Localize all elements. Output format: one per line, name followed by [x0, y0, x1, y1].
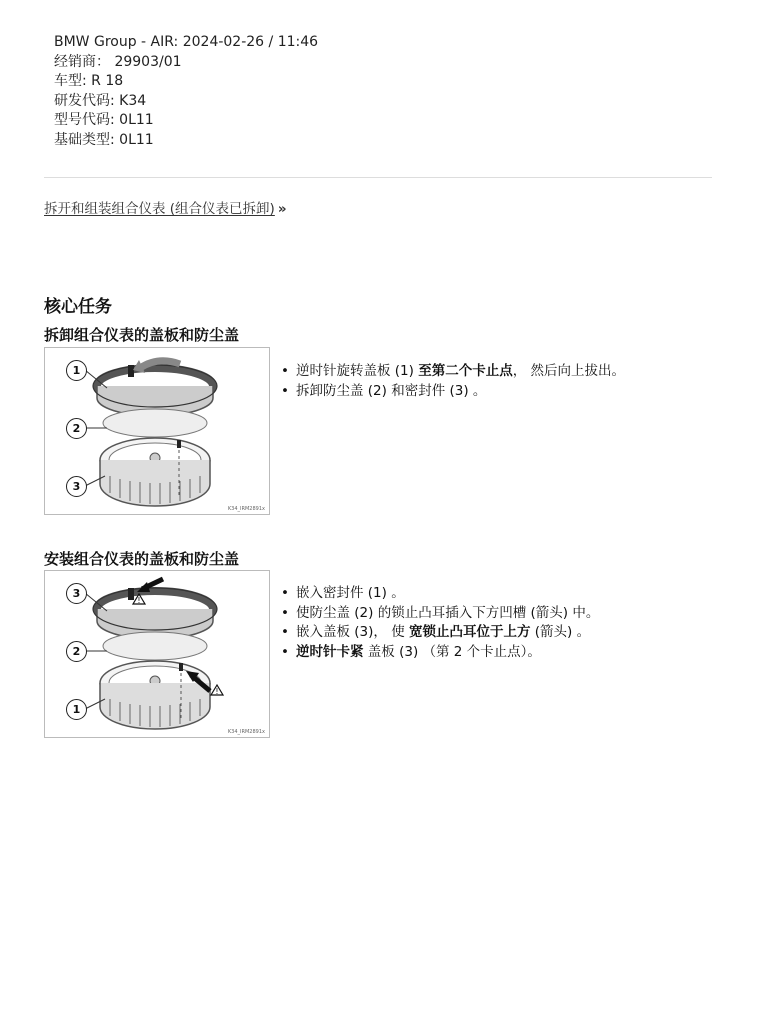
- svg-text:!: !: [215, 687, 219, 696]
- section-heading-install: 安装组合仪表的盖板和防尘盖: [44, 550, 240, 568]
- dealer-line: 经销商： 29903/01: [54, 53, 182, 70]
- figure-code: K34_IRM2891x: [227, 506, 265, 512]
- list-item: • 使防尘盖 (2) 的锁止凸耳插入下方凹槽 (箭头) 中。: [279, 604, 599, 624]
- model-line: 车型: R 18: [54, 73, 124, 89]
- list-item: • 拆卸防尘盖 (2) 和密封件 (3) 。: [279, 382, 625, 402]
- callout-3: 3: [66, 476, 87, 497]
- breadcrumb-link[interactable]: 拆开和组装组合仪表 (组合仪表已拆卸): [44, 201, 275, 217]
- callout-2: 2: [66, 641, 87, 662]
- install-steps-list: [279, 584, 599, 662]
- list-item: • 嵌入密封件 (1) 。: [279, 584, 599, 604]
- section-heading-remove: 拆卸组合仪表的盖板和防尘盖: [44, 326, 240, 344]
- list-item: • 嵌入盖板 (3)， 使 宽锁止凸耳位于上方 (箭头) 。: [279, 623, 599, 643]
- header-divider: [44, 177, 712, 178]
- figure-install-cover: [44, 570, 270, 738]
- breadcrumb-arrow: »: [277, 201, 287, 217]
- figure-code: K34_IRM2891x: [227, 729, 265, 735]
- svg-text:!: !: [137, 596, 141, 605]
- type-code-line: 型号代码: 0L11: [54, 112, 154, 128]
- breadcrumb: [44, 197, 287, 217]
- list-item: • 逆时针卡紧 盖板 (3) （第 2 个卡止点）。: [279, 643, 599, 663]
- air-timestamp-line: BMW Group - AIR: 2024-02-26 / 11:46: [54, 34, 319, 50]
- list-item: • 逆时针旋转盖板 (1) 至第二个卡止点， 然后向上拔出。: [279, 362, 625, 382]
- callout-3: 3: [66, 583, 87, 604]
- base-type-line: 基础类型: 0L11: [54, 131, 154, 148]
- callout-2: 2: [66, 418, 87, 439]
- document-metadata: [54, 33, 318, 150]
- callout-1: 1: [66, 699, 87, 720]
- figure-remove-cover: [44, 347, 270, 515]
- remove-steps-list: [279, 362, 625, 401]
- callout-1: 1: [66, 360, 87, 381]
- page-title: 核心任务: [44, 297, 112, 317]
- dev-code-line: 研发代码: K34: [54, 92, 147, 109]
